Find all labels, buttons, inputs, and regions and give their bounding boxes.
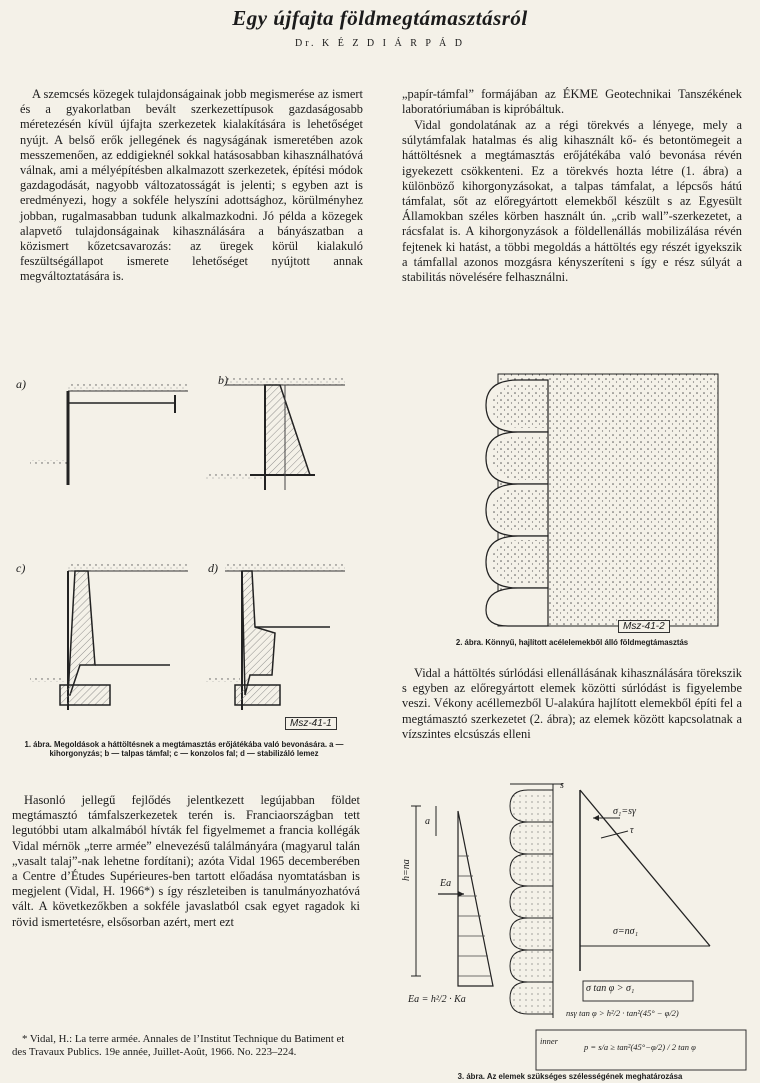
figure-3-caption: 3. ábra. Az elemek szükséges szélességének meghatározása [457, 1072, 683, 1081]
figure-1-label-c: c) [16, 561, 26, 575]
figure-3-label-s: s [560, 780, 564, 791]
figure-3-label-h: h=na [401, 859, 412, 881]
figure-3-condition-2: nsγ tan φ > h²/2 · tan²(45° − φ/2) [566, 1008, 679, 1018]
left-paragraph-1: A szemcsés közegek tulajdonságainak jobb megismerése az ismert és a gyakorlatban bevált szerkezettípusok gazdaságosabb méretezésén kívül újfajta szerkezetek kialakítására is lehetőséget nyújt. A belső erők jellegének és nagyságának ismeretében azok messzemenően, az eddigieknél sokkal hatásosabban kihasználhatóvá válnak, ami a mélyépítésben alkalmazott szerkezetek, építési módok gazdagodását, nagyobb változatosságát is jelenti; s egyben azt is eredményezi, hogy a sokféle helyszíni adottsághoz, körülményhez jobban, rugalmasabban tudunk alkalmazkodni. Jó példa a közegek alapvető tulajdonságainak kihasználására a bányászatban a közismert kőzetcsavarozás: az üregek körül kialakuló feszültségállapot ismerete lehetőséget nyújtott annak megváltoztatására is. [20, 87, 363, 284]
figure-3-label-sigma: σ=nσ₁ [613, 926, 639, 937]
article-title: Egy újfajta földmegtámasztásról [232, 6, 528, 30]
right-paragraph-2: Vidal gondolatának az a régi törekvés a lényege, mely a súlytámfalak hatalmas és alig kihasznált kő- és betontömegeit a háttöltésnek a megtámasztás erőjátékába való bevonása révén igyekezett csökkenteni. Ez a törekvés hozta létre (1. ábra) a különböző kihorgonyzásokat, a talpas támfalat, a lépcsős hátú támfalat, sőt az előregyártott elemekből készült s az Egyesült Államokban széles körben használt ún. „crib wall”-szerkezetet, a rácsfalat is. A kihorgonyzások a földellenállás mobilizálása révén fejtenek ki hatást, a többi megoldás a háttöltés egy részét igyekszik a támfallal azonos mozgásra kényszeríteni s így e rész súlyát a stabilitás növelésére felhasználni. [402, 118, 742, 285]
figure-1-drawing [10, 365, 370, 745]
right-paragraph-3: Vidal a háttöltés súrlódási ellenállásának kihasználására törekszik s egyben az előregyártott elemek közötti súrlódást is figyelembe veszi. Vékony acéllemezből U-alakúra hajlított elemekből építi fel a megtámasztó szerkezetet (2. ábra); az elemek között kapcsolatnak a vízszintes elcsúszás elleni [402, 666, 742, 741]
figure-3 [398, 776, 748, 1076]
figure-3-label-sigma1: σ₁=sγ [613, 806, 636, 817]
figure-3-drawing [398, 776, 748, 1076]
figure-1-label-d: d) [208, 561, 218, 575]
figure-1 [10, 365, 370, 745]
figure-3-condition-1: σ tan φ > σ₁ [586, 983, 635, 994]
figure-2-drawing [478, 370, 723, 640]
right-paragraph-1: „papír-támfal” formájában az ÉKME Geotechnikai Tanszékének laboratóriumában is kipróbáltuk. [402, 87, 742, 117]
figure-3-label-ea: Ea [440, 878, 452, 889]
figure-1-label-b: b) [218, 373, 228, 387]
figure-2-caption: 2. ábra. Könnyű, hajlított acélelemekből álló földmegtámasztás [455, 638, 689, 647]
figure-2-tag: Msz-41-2 [618, 620, 670, 633]
article-author: Dr. K É Z D I Á R P Á D [294, 38, 465, 49]
figure-2 [478, 370, 723, 640]
figure-3-condition-3: p = s/a ≥ tan²(45°−φ/2) / 2 tan φ [584, 1042, 696, 1052]
left-paragraph-2: Hasonló jellegű fejlődés jelentkezett legújabban földet megtámasztó támfalszerkezetek terén is. Franciaországban tett legutóbbi utam alkalmából hívták fel figyelmemet a francia kollégák Vidal mérnök „terre armée” elnevezésű találmányára (magyarul talán „vasalt talaj”-nak lehetne fordítani); azóta Vidal 1965 decemberében a Centre d’Études Supérieures-ben tartott előadása nyomtatásban is megjelent (Vidal, H. 1966*) s így részleteiben is tanulmányozhatóvá vált. A következőkben a sokféle javaslatból csak egyet ragadok ki rövid ismertetésre, elsősorban azért, mert ezt [12, 793, 360, 929]
figure-1-tag: Msz-41-1 [285, 717, 337, 730]
figure-1-label-a: a) [16, 377, 26, 391]
figure-3-label-inner: inner [540, 1036, 558, 1046]
figure-3-label-a: a [425, 816, 430, 827]
footnote: * Vidal, H.: La terre armée. Annales de l’Institut Technique du Batiment et des Travaux Publics. 19e année, Juillet-Août, 1966. No. 223–224. [12, 1033, 345, 1058]
figure-3-label-tau: τ [630, 825, 634, 836]
figure-1-caption: 1. ábra. Megoldások a háttöltésnek a megtámasztás erőjátékába való bevonására. a — kihorgonyzás; b — talpas támfal; c — konzolos fal; d — stabilizáló lemez [24, 740, 344, 758]
figure-3-formula: Ea = h²/2 · Ka [408, 994, 466, 1005]
